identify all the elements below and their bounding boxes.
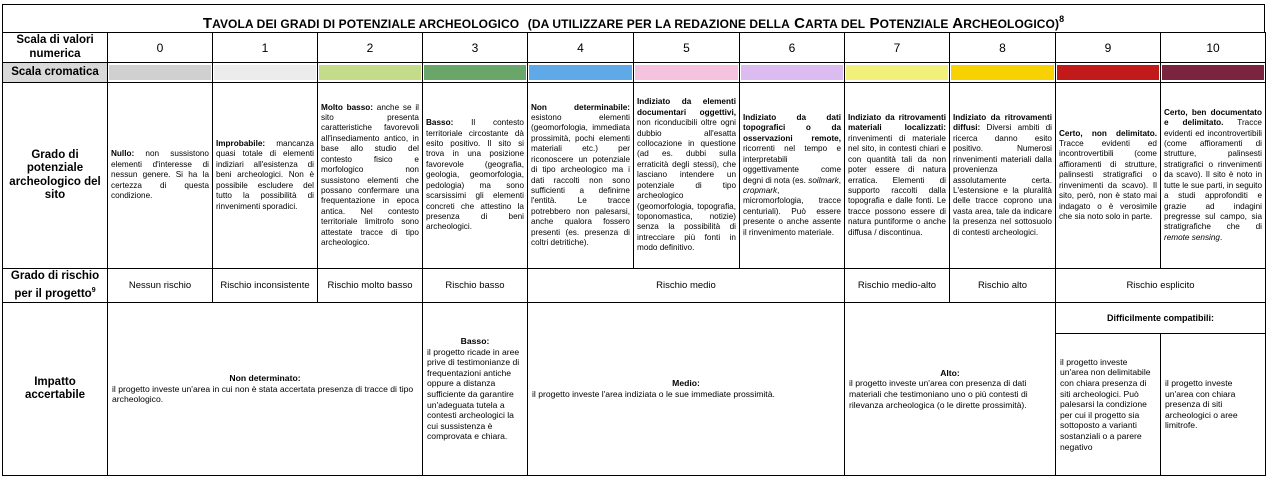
color-swatch xyxy=(635,65,738,80)
color-swatch xyxy=(214,65,316,80)
title-letter: A xyxy=(952,15,964,32)
color-swatch xyxy=(1162,65,1264,80)
title-part: OTENZIALE xyxy=(879,17,949,31)
color-swatch-cell xyxy=(634,63,740,83)
impact-text: il progetto investe un'area in cui non è stata accertata presenza di tracce di tipo archeologico. xyxy=(112,383,414,405)
description-body: Diversi ambiti di ricerca danno esito positivo. Numerosi rinvenimenti materiali dalla provenienza assolutamente certa. L'estensione e la pluralità delle tracce coprono una vasta area, tale da indicare la presenza nel sottosuolo di contesti archeologici. xyxy=(953,123,1052,237)
title-letter: C xyxy=(794,15,806,32)
description-italic: soilmark xyxy=(808,175,839,185)
description-body: anche se il sito presenta caratteristiche favorevoli all'insediamento antico, in base allo studio del contesto fisico e morfologico non sussistono elementi che possano confermare una frequentazione in epoca antica. Nel contesto territoriale limitrofo sono attestate tracce di tipo archeologico. xyxy=(321,102,419,247)
impact-text: il progetto ricade in aree prive di testimonianze di frequentazioni antiche oppure a distanza sufficiente da garantire un'adeguata tutela a contesti archeologici la cui sussistenza è comprovata e chiara. xyxy=(427,346,520,442)
potential-description-row xyxy=(3,83,1266,269)
grade-number: 4 xyxy=(528,33,634,63)
potential-description xyxy=(1161,83,1266,269)
description-body: , xyxy=(838,175,841,185)
description-body: Il contesto territoriale circostante dà esito positivo. Il sito si trova in una posizione favorevole (geografia, geologia, geomorfologia, pedologia) ma sono scarsissimi gli elementi concreti che attestino la presenza di beni archeologici. xyxy=(426,118,524,232)
potential-description xyxy=(634,83,740,269)
potential-table xyxy=(2,32,1266,476)
grade-number: 9 xyxy=(1056,33,1161,63)
color-swatch xyxy=(529,65,632,80)
potential-description xyxy=(318,83,423,269)
description-lead: Indiziato da dati topografici o da osservazioni remote, xyxy=(743,113,841,143)
impact-grade-10: il progetto investe un'area con chiara presenza di siti archeologici o aree limitrofe. xyxy=(1161,334,1266,476)
risk-header-text: Grado di rischio per il progetto xyxy=(10,270,100,300)
potential-description xyxy=(950,83,1056,269)
description-body: Tracce evidenti ed incontrovertibili (come affioramenti di strutture, palinsesti stratigrafici o rinvenimenti da scavo). Il sito, però, non è stato mai indagato o è verosimile che sia noto solo in parte. xyxy=(1059,139,1157,221)
description-lead: Indiziato da ritrovamenti diffusi: xyxy=(953,113,1052,133)
description-lead: Nullo: xyxy=(111,149,135,159)
title-part: RCHEOLOGICO) xyxy=(963,17,1060,31)
color-swatch xyxy=(319,65,421,80)
table-title xyxy=(2,4,1265,32)
impact-heading: Alto: xyxy=(940,367,960,378)
description-lead: Molto basso: xyxy=(321,102,374,112)
grade-number: 5 xyxy=(634,33,740,63)
risk-label: Rischio inconsistente xyxy=(213,269,318,303)
title-part: (DA UTILIZZARE PER LA REDAZIONE DELLA xyxy=(527,17,790,31)
potential-description xyxy=(740,83,845,269)
risk-label: Rischio molto basso xyxy=(318,269,423,303)
grade-number: 3 xyxy=(423,33,528,63)
description-lead: Indiziato da ritrovamenti materiali localizzati: xyxy=(848,113,946,133)
potential-table-sheet xyxy=(2,4,1265,476)
color-swatch-cell xyxy=(213,63,318,83)
color-swatch-cell xyxy=(740,63,845,83)
impact-row xyxy=(3,303,1266,334)
color-swatch-cell xyxy=(1161,63,1266,83)
impact-medio xyxy=(528,303,845,476)
description-italic: cropmark xyxy=(743,185,778,195)
impact-non-determinato xyxy=(108,303,423,476)
grade-number: 8 xyxy=(950,33,1056,63)
title-footnote: 8 xyxy=(1059,14,1065,24)
potential-description xyxy=(423,83,528,269)
potential-description xyxy=(1056,83,1161,269)
description-lead: Non determinabile: xyxy=(531,102,630,112)
color-swatch xyxy=(424,65,526,80)
impact-grade-9: il progetto investe un'area non delimitabile con chiara presenza di siti archeologici. Può palesarsi la condizione per cui il progetto sia sottoposto a varianti sostanziali o a parere negativo xyxy=(1056,334,1161,476)
risk-grade-header xyxy=(3,269,108,303)
color-scale-header: Scala cromatica xyxy=(3,63,108,83)
grade-number: 2 xyxy=(318,33,423,63)
title-letter: P xyxy=(869,15,880,32)
risk-label: Rischio medio-alto xyxy=(845,269,950,303)
impact-difficilmente-compatibili: Difficilmente compatibili: xyxy=(1056,303,1266,334)
title-part: ARTA DEL xyxy=(805,17,866,31)
color-scale-row xyxy=(3,63,1266,83)
color-swatch xyxy=(109,65,211,80)
description-italic: remote sensing xyxy=(1164,232,1220,242)
description-body: . xyxy=(1219,232,1223,242)
impact-heading: Medio: xyxy=(672,378,700,389)
color-swatch xyxy=(846,65,948,80)
impact-text: il progetto investe un'area con presenza di dati materiali che testimoniano uno o più contesti di rilevanza archeologica (o le dirette prossimità). xyxy=(849,378,1028,410)
title-part: AVOLA DEI GRADI DI POTENZIALE ARCHEOLOGICO xyxy=(212,17,520,31)
grade-number: 0 xyxy=(108,33,213,63)
potential-description xyxy=(108,83,213,269)
grade-number: 7 xyxy=(845,33,950,63)
description-body: , micromorfologia, tracce centuriali). Può essere presente o anche assente il rinvenimento materiale. xyxy=(743,185,841,237)
impact-text: il progetto investe l'area indiziata o le sue immediate prossimità. xyxy=(532,389,775,399)
risk-label: Rischio medio xyxy=(528,269,845,303)
description-body: ricorrenti nel tempo e interpretabili oggettivamente come degni di nota (es. xyxy=(743,144,841,185)
color-swatch xyxy=(951,65,1054,80)
description-body: Tracce evidenti ed incontrovertibili (come affioramenti di strutture, palinsesti stratigrafici o rinvenimenti da scavo). Il sito è noto in tutte le sue parti, in seguito a studi approfonditi e grazie ad indagini pregresse sul campo, sia stratigrafiche che di xyxy=(1164,118,1262,232)
risk-label: Rischio alto xyxy=(950,269,1056,303)
risk-label: Rischio esplicito xyxy=(1056,269,1266,303)
grade-number: 10 xyxy=(1161,33,1266,63)
description-body: esistono elementi (geomorfologia, immediata prossimità, pochi elementi materiali etc.) per riconoscere un potenziale di tipo archeologico ma i dati raccolti non sono sufficienti a definirne l'entità. Le tracce potrebbero non palesarsi, anche qualora fossero presenti (es. presenza di coltri detritiche). xyxy=(531,113,630,247)
color-swatch-cell xyxy=(845,63,950,83)
description-lead: Basso: xyxy=(426,118,454,128)
description-body: mancanza quasi totale di elementi indiziari all'esistenza di beni archeologici. Non è possibile escludere del tutto la possibilità di rinvenimenti sporadici. xyxy=(216,139,314,211)
description-body: non sussistono elementi d'interesse di nessun genere. Si ha la certezza di questa condizione. xyxy=(111,149,209,201)
color-swatch-cell xyxy=(318,63,423,83)
description-lead: Certo, ben documentato e delimitato. xyxy=(1164,107,1262,128)
color-swatch-cell xyxy=(528,63,634,83)
description-lead: Certo, non delimitato. xyxy=(1059,128,1157,138)
description-body: rinvenimenti di materiale nel sito, in contesti chiari e con quantità tali da non poter essere di natura erratica. Elementi di supporto raccolti dalla topografia e dalle fonti. Le tracce possono essere di natura puntiforme o anche diffusa / discontinua. xyxy=(848,133,946,237)
color-swatch-cell xyxy=(1056,63,1161,83)
risk-row xyxy=(3,269,1266,303)
risk-label: Rischio basso xyxy=(423,269,528,303)
title-letter: T xyxy=(202,15,213,32)
description-lead: Improbabile: xyxy=(216,139,266,149)
potential-description xyxy=(845,83,950,269)
impact-heading: Basso: xyxy=(460,336,490,347)
grade-number: 6 xyxy=(740,33,845,63)
numeric-scale-row xyxy=(3,33,1266,63)
grade-number: 1 xyxy=(213,33,318,63)
numeric-scale-header: Scala di valori numerica xyxy=(3,33,108,63)
color-swatch-cell xyxy=(950,63,1056,83)
color-swatch-cell xyxy=(108,63,213,83)
risk-footnote: 9 xyxy=(91,286,96,294)
color-swatch xyxy=(1057,65,1159,80)
potential-grade-header: Grado di potenziale archeologico del sito xyxy=(3,83,108,269)
potential-description xyxy=(528,83,634,269)
color-swatch xyxy=(741,65,843,80)
impact-heading: Non determinato: xyxy=(229,373,301,384)
color-swatch-cell xyxy=(423,63,528,83)
description-lead: Indiziato da elementi documentari oggettivi, xyxy=(637,97,736,117)
potential-description xyxy=(213,83,318,269)
risk-label: Nessun rischio xyxy=(108,269,213,303)
impact-alto xyxy=(845,303,1056,476)
impact-header: Impatto accertabile xyxy=(3,303,108,476)
description-body: non riconducibili oltre ogni dubbio all'esatta collocazione in questione (ad es. dubbi sulla erraticità degli stessi), che lasciano intendere un potenziale di tipo archeologico (geomorfologia, topografia, toponomastica, notizie) senza la possibilità di intrecciare più fonti in modo definitivo. xyxy=(637,118,736,253)
impact-basso xyxy=(423,303,528,476)
